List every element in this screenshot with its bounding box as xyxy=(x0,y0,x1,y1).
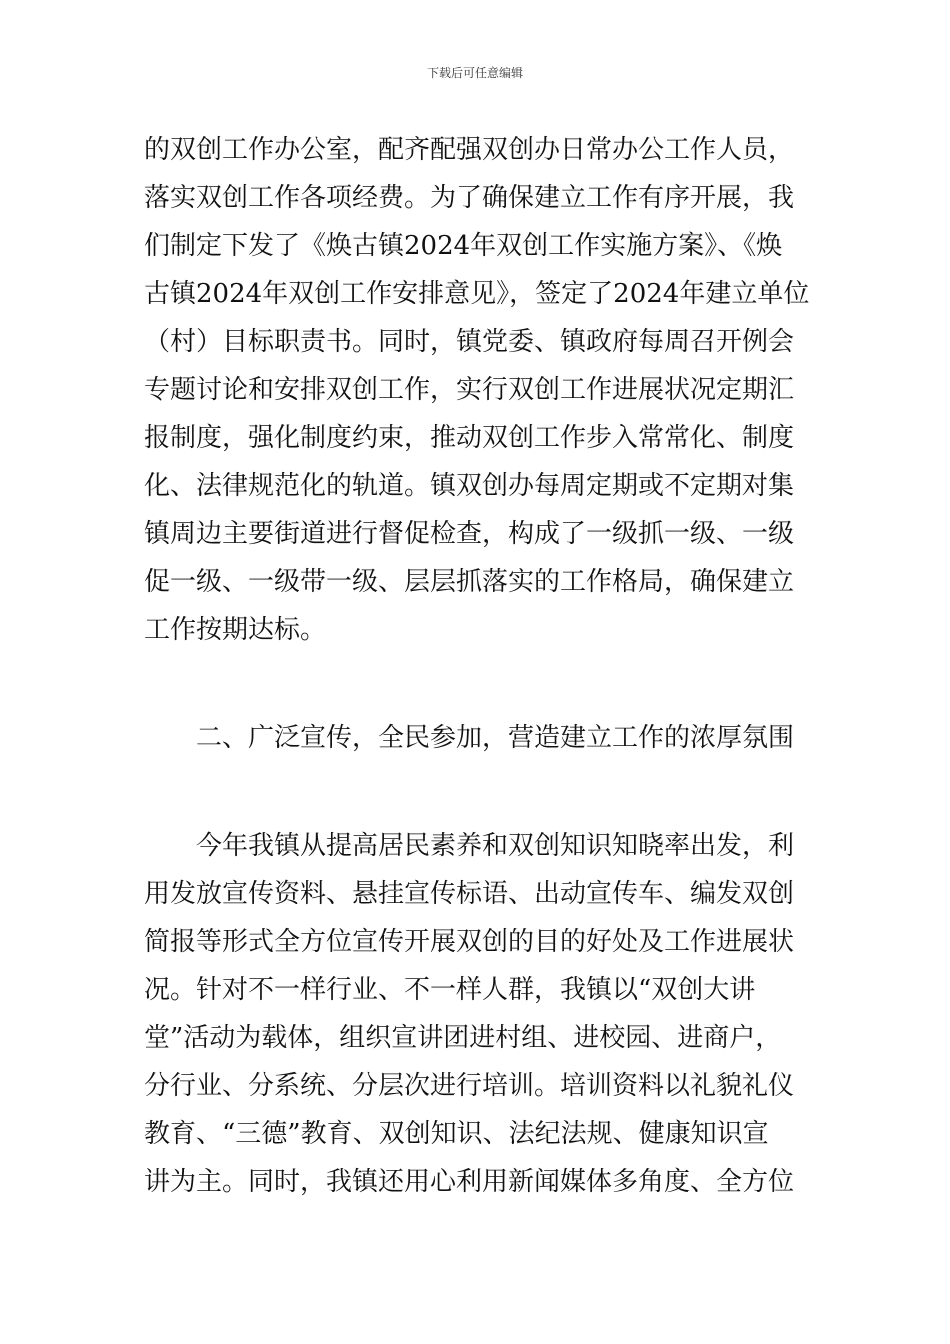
text-line: （村）目标职责书。同时，镇党委、镇政府每周召开例会 xyxy=(144,327,795,357)
text-line: 今年我镇从提高居民素养和双创知识知晓率出发，利 xyxy=(196,831,795,861)
text-line: 的双创工作办公室，配齐配强双创办日常办公工作人员， xyxy=(144,135,795,165)
text-line: 古镇2024年双创工作安排意见》，签定了2024年建立单位 xyxy=(144,279,810,309)
text-line: 化、法律规范化的轨道。镇双创办每周定期或不定期对集 xyxy=(144,471,795,501)
text-line: 促一级、一级带一级、层层抓落实的工作格局，确保建立 xyxy=(144,567,795,597)
text-line: 报制度，强化制度约束，推动双创工作步入常常化、制度 xyxy=(144,423,795,453)
section-heading: 二、广泛宣传，全民参加，营造建立工作的浓厚氛围 xyxy=(196,723,795,753)
text-line: 工作按期达标。 xyxy=(144,615,327,645)
text-line: 堂”活动为载体，组织宣讲团进村组、进校园、进商户， xyxy=(144,1023,782,1053)
document-body xyxy=(144,126,808,1206)
text-line: 用发放宣传资料、悬挂宣传标语、出动宣传车、编发双创 xyxy=(144,879,795,909)
text-line: 们制定下发了《焕古镇2024年双创工作实施方案》、《焕 xyxy=(144,231,783,261)
text-line: 教育、“三德”教育、双创知识、法纪法规、健康知识宣 xyxy=(144,1119,769,1149)
text-line: 分行业、分系统、分层次进行培训。培训资料以礼貌礼仪 xyxy=(144,1071,795,1101)
paragraph-1 xyxy=(144,126,808,654)
text-line: 况。针对不一样行业、不一样人群，我镇以“双创大讲 xyxy=(144,975,756,1005)
paragraph-2 xyxy=(144,822,808,1206)
page-header-note: 下载后可任意编辑 xyxy=(426,66,523,80)
text-line: 简报等形式全方位宣传开展双创的目的好处及工作进展状 xyxy=(144,927,795,957)
spacer xyxy=(144,762,808,822)
text-line: 镇周边主要街道进行督促检查，构成了一级抓一级、一级 xyxy=(144,519,795,549)
text-line: 落实双创工作各项经费。为了确保建立工作有序开展，我 xyxy=(144,183,795,213)
text-line: 讲为主。同时，我镇还用心利用新闻媒体多角度、全方位 xyxy=(144,1167,795,1197)
text-line: 专题讨论和安排双创工作，实行双创工作进展状况定期汇 xyxy=(144,375,795,405)
